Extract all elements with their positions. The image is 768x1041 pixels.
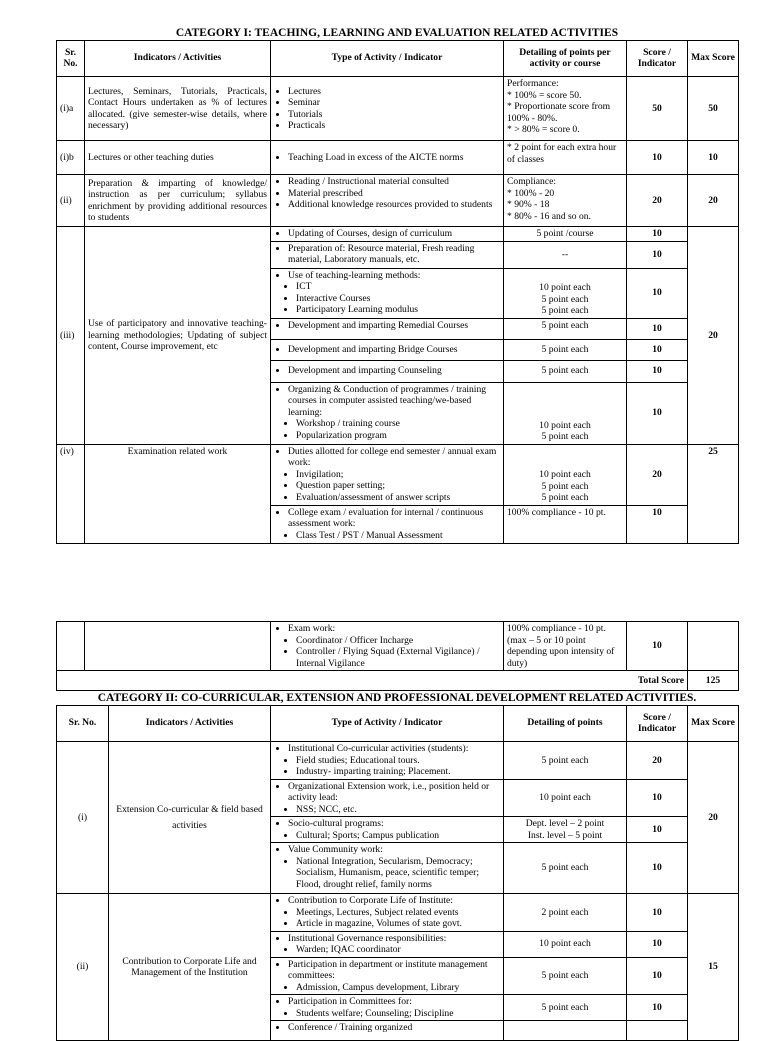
list-item: • Duties allotted for college end semester / annual exam work: bbox=[288, 446, 500, 469]
table-row bbox=[57, 444, 739, 505]
detail-cell bbox=[504, 175, 627, 227]
detail-line: 5 point each bbox=[541, 492, 589, 503]
list-item: • National Integration, Secularism, Democracy; Socialism, Humanism, peace, scientific temper; Flood, drought relief, family norms bbox=[296, 856, 500, 891]
list-item: • Controller / Flying Squad (External Vigilance) / Internal Vigilance bbox=[296, 646, 500, 669]
list-item: • Institutional Co-curricular activities (students): bbox=[288, 743, 500, 755]
list-item: • Practicals bbox=[288, 120, 500, 132]
type-cell bbox=[271, 227, 504, 242]
header-type: Type of Activity / Indicator bbox=[271, 41, 504, 77]
detail-line: Inst. level – 5 point bbox=[527, 829, 603, 841]
detail-cell: 10 point each bbox=[504, 931, 627, 957]
list-item: • Tutorials bbox=[288, 109, 500, 121]
list-item: • Popularization program bbox=[296, 430, 500, 442]
score-cell: 20 bbox=[627, 444, 688, 505]
sr-cell: (iii) bbox=[57, 227, 85, 445]
header-indicators: Indicators / Activities bbox=[109, 706, 271, 742]
score-cell: 10 bbox=[627, 894, 688, 932]
detail-cell bbox=[504, 444, 627, 505]
type-cell bbox=[271, 894, 504, 932]
detail-line: * 100% = score 50. bbox=[507, 89, 582, 101]
list-item: • Use of teaching-learning methods: bbox=[288, 270, 500, 282]
score-cell: 10 bbox=[627, 505, 688, 543]
list-item: • Workshop / training course bbox=[296, 418, 500, 430]
type-cell bbox=[271, 957, 504, 995]
detail-cell: 10 point each bbox=[504, 779, 627, 817]
type-cell bbox=[271, 268, 504, 318]
sr-cell: (i)a bbox=[57, 77, 85, 141]
list-item: • Reading / Instructional material consulted bbox=[288, 176, 500, 188]
list-item: • Coordinator / Officer Incharge bbox=[296, 635, 500, 647]
list-item: • Question paper setting; bbox=[296, 480, 500, 492]
category-1-continuation-table bbox=[56, 621, 739, 691]
indicator-cell: Preparation & imparting of knowledge/ instruction as per curriculum; syllabus enrichment by providing additional resources to students bbox=[85, 175, 271, 227]
table-header-row bbox=[57, 41, 739, 77]
table-row bbox=[57, 894, 739, 932]
type-cell bbox=[271, 779, 504, 817]
type-cell bbox=[271, 339, 504, 360]
list-item: • Meetings, Lectures, Subject related events bbox=[296, 907, 500, 919]
list-item: • Development and imparting Counseling bbox=[288, 365, 500, 377]
indicator-cell: Lectures or other teaching duties bbox=[85, 141, 271, 175]
detail-line: * > 80% = score 0. bbox=[507, 124, 580, 135]
list-item: • Cultural; Sports; Campus publication bbox=[296, 830, 500, 842]
detail-line: 5 point each bbox=[541, 480, 589, 492]
type-cell bbox=[271, 175, 504, 227]
score-cell: 10 bbox=[627, 141, 688, 175]
type-cell bbox=[271, 742, 504, 780]
type-cell bbox=[271, 382, 504, 444]
detail-cell: 5 point /course bbox=[504, 227, 627, 242]
score-cell: 10 bbox=[627, 957, 688, 995]
detail-cell bbox=[504, 382, 627, 444]
header-max: Max Score bbox=[688, 706, 739, 742]
score-cell: 10 bbox=[627, 241, 688, 268]
list-item: • College exam / evaluation for internal / continuous assessment work: bbox=[288, 507, 500, 530]
table-row bbox=[57, 77, 739, 141]
sr-cell: (iv) bbox=[57, 444, 85, 543]
list-item: • Preparation of: Resource material, Fresh reading material, Laboratory manuals, etc. bbox=[288, 243, 500, 266]
list-item: • Teaching Load in excess of the AICTE norms bbox=[288, 152, 500, 164]
category-1-table bbox=[56, 40, 739, 544]
detail-cell: * 2 point for each extra hour of classes bbox=[504, 141, 627, 175]
table-header-row bbox=[57, 706, 739, 742]
table-row bbox=[57, 227, 739, 242]
list-item: • Invigilation; bbox=[296, 469, 500, 481]
header-detailing: Detailing of points bbox=[504, 706, 627, 742]
list-item: • Material prescribed bbox=[288, 188, 500, 200]
score-cell: 10 bbox=[627, 268, 688, 318]
score-cell: 10 bbox=[627, 817, 688, 843]
type-cell bbox=[271, 817, 504, 843]
header-sr: Sr. No. bbox=[57, 706, 109, 742]
table-row bbox=[57, 622, 739, 671]
detail-cell: 100% compliance - 10 pt. bbox=[504, 505, 627, 543]
type-cell bbox=[271, 318, 504, 339]
list-item: • Warden; IQAC coordinator bbox=[296, 944, 500, 956]
table-row bbox=[57, 175, 739, 227]
list-item: • Value Community work: bbox=[288, 844, 500, 856]
list-item: • Seminar bbox=[288, 97, 500, 109]
list-item: • Lectures bbox=[288, 86, 500, 98]
score-cell: 10 bbox=[627, 227, 688, 242]
score-cell: 20 bbox=[627, 742, 688, 780]
list-item: • Participation in Committees for: bbox=[288, 996, 500, 1008]
score-cell: 10 bbox=[627, 843, 688, 894]
category-2-title: CATEGORY II: CO-CURRICULAR, EXTENSION AND PROFESSIONAL DEVELOPMENT RELATED ACTIVITIES. bbox=[97, 692, 697, 704]
max-cell: 20 bbox=[688, 742, 739, 894]
category-2-table bbox=[56, 705, 739, 1041]
list-item: • Development and imparting Remedial Courses bbox=[288, 320, 500, 332]
total-score: 125 bbox=[688, 671, 739, 691]
max-cell bbox=[688, 622, 739, 671]
score-cell: 50 bbox=[627, 77, 688, 141]
max-cell: 10 bbox=[688, 141, 739, 175]
list-item: • Admission, Campus development, Library bbox=[296, 982, 500, 994]
score-cell: 10 bbox=[627, 318, 688, 339]
sr-cell: (i) bbox=[57, 742, 109, 894]
indicator-cell: Contribution to Corporate Life and Management of the Institution bbox=[109, 894, 271, 1041]
detail-line: * 100% - 20 bbox=[507, 187, 555, 199]
type-cell bbox=[271, 505, 504, 543]
detail-cell: 2 point each bbox=[504, 894, 627, 932]
max-cell: 20 bbox=[688, 227, 739, 445]
list-item: • Students welfare; Counseling; Discipline bbox=[296, 1008, 500, 1020]
category-1-title: CATEGORY I: TEACHING, LEARNING AND EVALUATION RELATED ACTIVITIES bbox=[175, 27, 619, 39]
list-item: • Institutional Governance responsibilities: bbox=[288, 933, 500, 945]
header-max: Max Score bbox=[688, 41, 739, 77]
detail-cell: 5 point each bbox=[504, 843, 627, 894]
list-item: • Field studies; Educational tours. bbox=[296, 755, 500, 767]
type-cell bbox=[271, 931, 504, 957]
detail-line: 10 point each bbox=[539, 469, 591, 480]
list-item: • Conference / Training organized bbox=[288, 1022, 500, 1034]
indicator-cell: Extension Co-curricular & field based activities bbox=[109, 742, 271, 894]
score-cell: 20 bbox=[627, 175, 688, 227]
detail-line: Dept. level – 2 point bbox=[525, 818, 605, 829]
list-item: • Organizational Extension work, i.e., position held or activity lead: bbox=[288, 781, 500, 804]
detail-cell: 5 point each bbox=[504, 339, 627, 360]
indicator-cell bbox=[85, 622, 271, 671]
list-item: • NSS; NCC, etc. bbox=[296, 804, 500, 816]
header-indicators: Indicators / Activities bbox=[85, 41, 271, 77]
list-item: • Socio-cultural programs: bbox=[288, 818, 500, 830]
list-item: • Organizing & Conduction of programmes / training courses in computer assisted teaching/we-based learning: bbox=[288, 384, 500, 419]
max-cell: 15 bbox=[688, 894, 739, 1041]
detail-line: Performance: bbox=[507, 78, 559, 89]
detail-line: 10 point each bbox=[539, 282, 591, 293]
list-item: • Evaluation/assessment of answer scripts bbox=[296, 492, 500, 504]
indicator-cell: Use of participatory and innovative teaching-learning methodologies; Updating of subject content, Course improvement, etc bbox=[85, 227, 271, 445]
detail-cell: 5 point each bbox=[504, 995, 627, 1021]
header-detailing: Detailing of points per activity or course bbox=[504, 41, 627, 77]
list-item: • Updating of Courses, design of curriculum bbox=[288, 228, 500, 240]
header-score: Score / Indicator bbox=[627, 41, 688, 77]
detail-cell bbox=[504, 268, 627, 318]
list-item: • Development and imparting Bridge Courses bbox=[288, 344, 500, 356]
total-label: Total Score bbox=[57, 671, 688, 691]
score-cell: 10 bbox=[627, 339, 688, 360]
sr-cell: (ii) bbox=[57, 894, 109, 1041]
detail-cell: 5 point each bbox=[504, 742, 627, 780]
list-item: • Additional knowledge resources provided to students bbox=[288, 199, 500, 211]
score-cell: 10 bbox=[627, 995, 688, 1021]
table-row bbox=[57, 742, 739, 780]
type-cell bbox=[271, 77, 504, 141]
detail-line: * 90% - 18 bbox=[507, 199, 550, 210]
list-item: • Interactive Courses bbox=[296, 293, 500, 305]
max-cell: 20 bbox=[688, 175, 739, 227]
detail-cell: 5 point each bbox=[504, 957, 627, 995]
detail-line: * Proportionate score from 100% - 80%. bbox=[507, 101, 611, 124]
detail-line: * 80% - 16 and so on. bbox=[507, 210, 591, 222]
type-cell bbox=[271, 141, 504, 175]
indicator-cell: Lectures, Seminars, Tutorials, Practicals, Contact Hours undertaken as % of lectures allocated. (give semester-wise details, where necessary) bbox=[85, 77, 271, 141]
table-row bbox=[57, 141, 739, 175]
sr-cell bbox=[57, 622, 85, 671]
score-cell: 10 bbox=[627, 622, 688, 671]
total-row bbox=[57, 671, 739, 691]
score-cell: 10 bbox=[627, 360, 688, 382]
sr-cell: (i)b bbox=[57, 141, 85, 175]
list-item: • Article in magazine, Volumes of state govt. bbox=[296, 918, 500, 930]
detail-line: 10 point each bbox=[539, 419, 591, 431]
max-cell: 50 bbox=[688, 77, 739, 141]
detail-cell bbox=[504, 817, 627, 843]
sr-cell: (ii) bbox=[57, 175, 85, 227]
detail-cell: 100% compliance - 10 pt. (max – 5 or 10 point depending upon intensity of duty) bbox=[504, 622, 627, 671]
detail-line: 5 point each bbox=[541, 293, 589, 305]
list-item: • Industry- imparting training; Placement. bbox=[296, 766, 500, 778]
list-item: • Participatory Learning modulus bbox=[296, 304, 500, 316]
type-cell bbox=[271, 995, 504, 1021]
type-cell bbox=[271, 360, 504, 382]
list-item: • Participation in department or institute management committees: bbox=[288, 959, 500, 982]
type-cell bbox=[271, 241, 504, 268]
list-item: • Contribution to Corporate Life of Institute: bbox=[288, 895, 500, 907]
detail-line: 5 point each bbox=[541, 305, 589, 316]
indicator-cell: Examination related work bbox=[85, 444, 271, 543]
header-type: Type of Activity / Indicator bbox=[271, 706, 504, 742]
score-cell: 10 bbox=[627, 931, 688, 957]
list-item: • ICT bbox=[296, 281, 500, 293]
detail-cell: -- bbox=[504, 241, 627, 268]
detail-cell: 5 point each bbox=[504, 360, 627, 382]
max-cell: 25 bbox=[688, 444, 739, 543]
header-score: Score / Indicator bbox=[627, 706, 688, 742]
detail-line: 5 point each bbox=[541, 431, 589, 442]
type-cell bbox=[271, 843, 504, 894]
list-item: • Class Test / PST / Manual Assessment bbox=[296, 530, 500, 542]
type-cell bbox=[271, 444, 504, 505]
score-cell: 10 bbox=[627, 779, 688, 817]
detail-cell bbox=[504, 77, 627, 141]
detail-line: Compliance: bbox=[507, 176, 557, 187]
detail-cell: 5 point each bbox=[504, 318, 627, 339]
score-cell: 10 bbox=[627, 382, 688, 444]
type-cell bbox=[271, 622, 504, 671]
header-sr: Sr. No. bbox=[57, 41, 85, 77]
list-item: • Exam work: bbox=[288, 623, 500, 635]
